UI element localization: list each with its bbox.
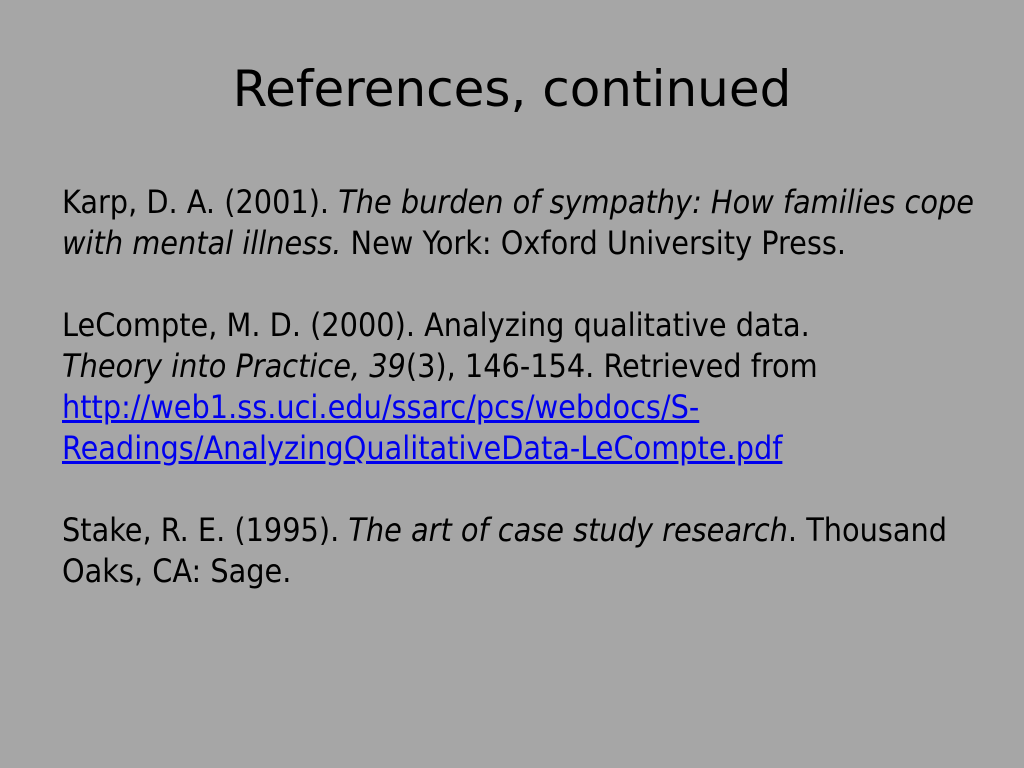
reference-stake [62, 510, 982, 592]
reference-url-link[interactable] [62, 388, 782, 467]
reference-publisher: New York: Oxford University Press. [341, 224, 847, 262]
slide-title: References, continued [232, 60, 792, 118]
reference-karp [62, 182, 982, 264]
reference-url-part1: http://web1.ss.uci.edu/ssarc/pcs/webdocs/S- [62, 388, 700, 426]
reference-author-year: Stake, R. E. (1995). [62, 511, 349, 549]
reference-author-year-title: LeCompte, M. D. (2000). Analyzing qualitative data. [62, 306, 810, 344]
reference-book-title: The burden of sympathy: How families cope with mental illness. [62, 183, 974, 262]
reference-journal: Theory into Practice, 39 [62, 347, 406, 385]
reference-book-title: The art of case study research [348, 511, 788, 549]
reference-author-year: Karp, D. A. (2001). [62, 183, 339, 221]
reference-lecompte [62, 305, 982, 469]
reference-issue-pages: (3), 146-154. Retrieved from [405, 347, 818, 385]
reference-list [62, 182, 982, 633]
reference-url-part2: Readings/AnalyzingQualitativeData-LeCompte.pdf [62, 429, 783, 467]
reference-publisher: . Thousand Oaks, CA: Sage. [62, 511, 948, 590]
